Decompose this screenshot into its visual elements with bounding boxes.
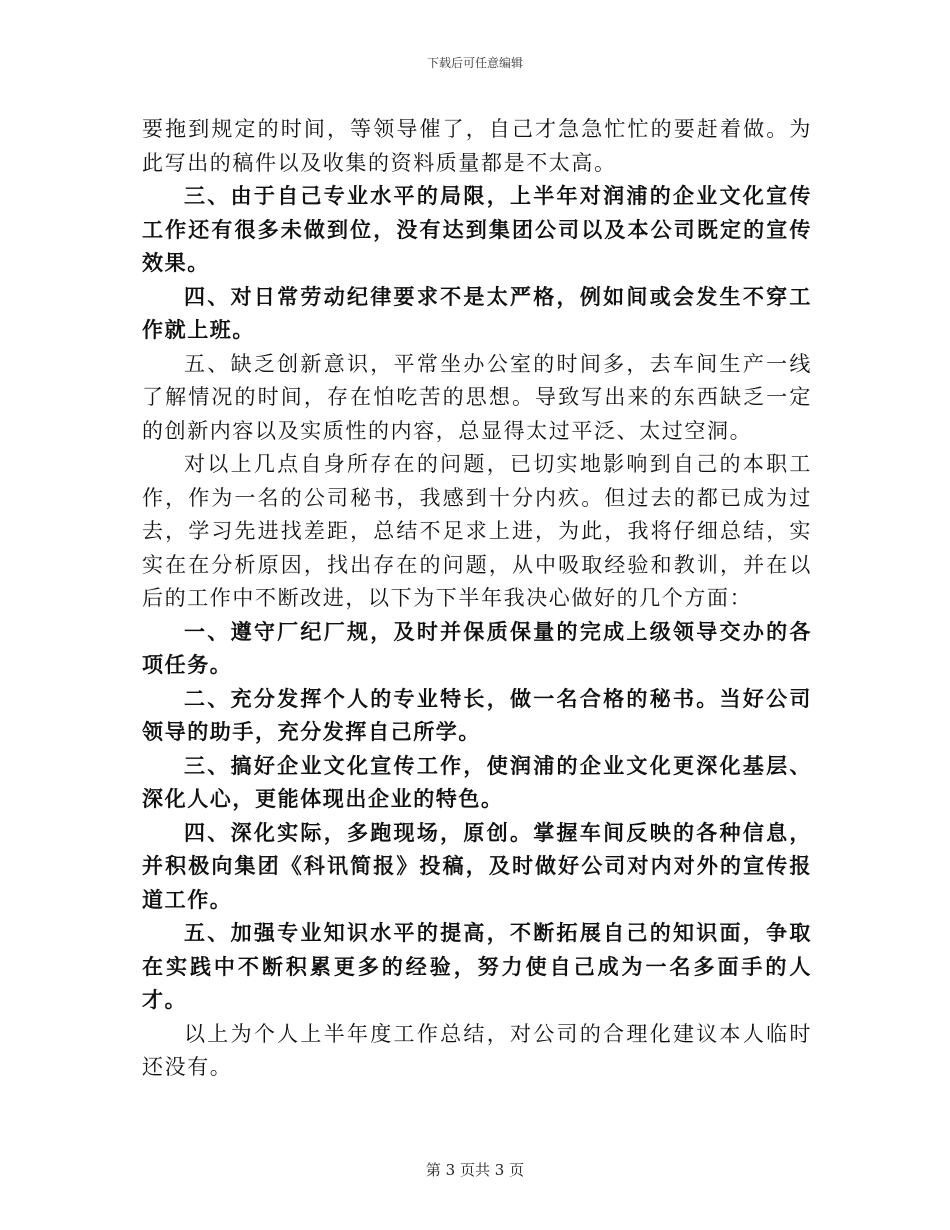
paragraph: 五、加强专业知识水平的提高，不断拓展自己的知识面，争取在实践中不断积累更多的经验，努力使自己成为一名多面手的人才。 (142, 921, 812, 1012)
page-header-note: 下载后可任意编辑 (426, 56, 523, 70)
document-body (142, 113, 812, 1085)
paragraph: 二、充分发挥个人的专业特长，做一名合格的秘书。当好公司领导的助手，充分发挥自己所学。 (142, 686, 812, 744)
paragraph: 对以上几点自身所存在的问题，已切实地影响到自己的本职工作，作为一名的公司秘书，我感到十分内疚。但过去的都已成为过去，学习先进找差距，总结不足求上进，为此，我将仔细总结，实实在在分析原因，找出存在的问题，从中吸取经验和教训，并在以后的工作中不断改进，以下为下半年我决心做好的几个方面： (142, 452, 812, 610)
paragraph: 要拖到规定的时间，等领导催了，自己才急急忙忙的要赶着做。为此写出的稿件以及收集的资料质量都是不太高。 (142, 117, 812, 175)
paragraph: 四、深化实际，多跑现场，原创。掌握车间反映的各种信息，并积极向集团《科讯简报》投稿，及时做好公司对内对外的宣传报道工作。 (142, 820, 812, 912)
paragraph: 五、缺乏创新意识，平常坐办公室的时间多，去车间生产一线了解情况的时间，存在怕吃苦的思想。导致写出来的东西缺乏一定的创新内容以及实质性的内容，总显得太过平泛、太过空洞。 (142, 351, 812, 443)
paragraph: 三、搞好企业文化宣传工作，使润浦的企业文化更深化基层、深化人心，更能体现出企业的特色。 (142, 753, 812, 811)
paragraph: 以上为个人上半年度工作总结，对公司的合理化建议本人临时还没有。 (142, 1021, 812, 1079)
paragraph: 一、遵守厂纪厂规，及时并保质保量的完成上级领导交办的各项任务。 (142, 619, 812, 677)
page-number: 第 3 页共 3 页 (425, 1161, 525, 1179)
paragraph: 三、由于自己专业水平的局限，上半年对润浦的企业文化宣传工作还有很多未做到位，没有达到集团公司以及本公司既定的宣传效果。 (142, 184, 812, 275)
paragraph: 四、对日常劳动纪律要求不是太严格，例如间或会发生不穿工作就上班。 (142, 284, 812, 342)
